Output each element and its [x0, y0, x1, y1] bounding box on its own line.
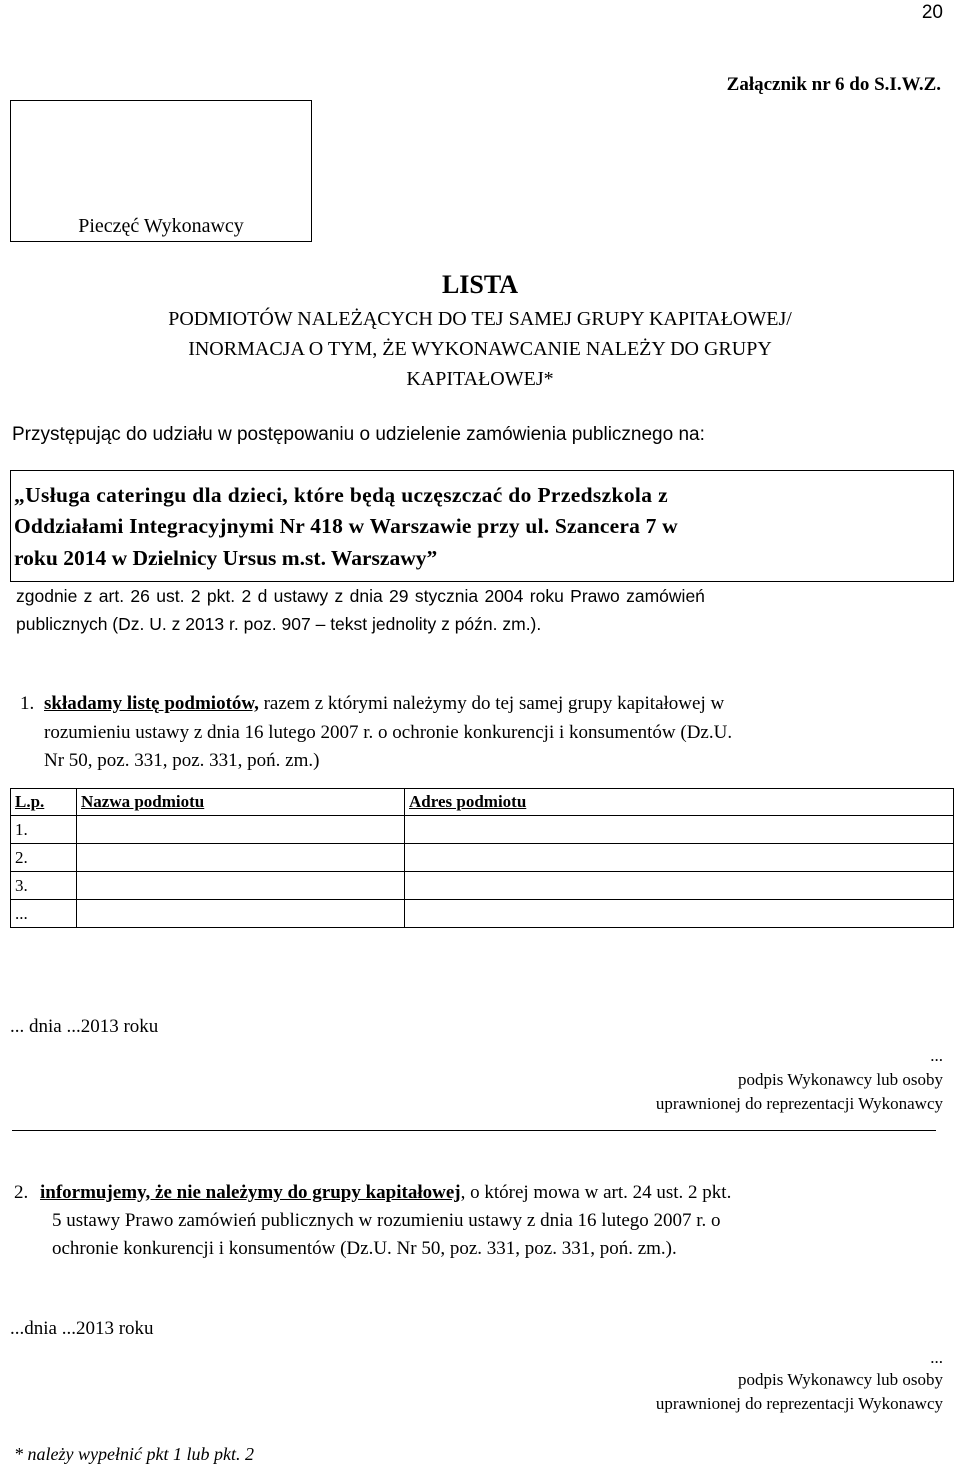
subtitle-line-3: KAPITAŁOWEJ* — [406, 368, 554, 390]
section-divider — [12, 1130, 936, 1131]
row-number: 1. — [11, 816, 77, 844]
intro-text: Przystępując do udziału w postępowaniu o udzielenie zamówienia publicznego na: — [12, 424, 705, 445]
annex-label: Załącznik nr 6 do S.I.W.Z. — [726, 74, 941, 95]
section-1-line-1-rest: razem z którymi należymy do tej samej grupy kapitałowej w — [258, 693, 725, 714]
section-2-line-2: 5 ustawy Prawo zamówień publicznych w rozumieniu ustawy z dnia 16 lutego 2007 r. o — [52, 1210, 721, 1231]
document-title: LISTA — [441, 270, 519, 299]
signature-dots-1: ... — [930, 1046, 943, 1065]
service-line-2: Oddziałami Integracyjnymi Nr 418 w Warszawie przy ul. Szancera 7 w — [14, 514, 678, 538]
header-lp: L.p. — [11, 789, 77, 816]
subtitle-line-1: PODMIOTÓW NALEŻĄCYCH DO TEJ SAMEJ GRUPY KAPITAŁOWEJ/ — [168, 308, 792, 330]
service-line-3: roku 2014 w Dzielnicy Ursus m.st. Warszawy” — [14, 546, 438, 570]
table-row — [11, 844, 954, 872]
subtitle-line-2: INORMACJA O TYM, ŻE WYKONAWCANIE NALEŻY DO GRUPY — [188, 338, 772, 360]
law-line-1: zgodnie z art. 26 ust. 2 pkt. 2 d ustawy z dnia 29 stycznia 2004 roku Prawo zamówień — [16, 586, 705, 606]
section-2-line-1-rest: , o której mowa w art. 24 ust. 2 pkt. — [460, 1182, 732, 1203]
entity-address-cell[interactable] — [405, 816, 954, 844]
section-1-line-1 — [44, 693, 948, 715]
date-line-2: ...dnia ...2013 roku — [10, 1318, 154, 1339]
entity-name-cell[interactable] — [77, 872, 405, 900]
header-address: Adres podmiotu — [405, 789, 954, 816]
signature-label-2b: uprawnionej do reprezentacji Wykonawcy — [655, 1394, 943, 1413]
footnote: * należy wypełnić pkt 1 lub pkt. 2 — [14, 1444, 254, 1464]
row-number: 3. — [11, 872, 77, 900]
contractor-stamp-box — [10, 100, 312, 242]
page-number: 20 — [921, 2, 943, 23]
signature-label-2a: podpis Wykonawcy lub osoby — [737, 1370, 943, 1389]
section-2-line-1 — [40, 1182, 731, 1204]
section-1-number: 1. — [20, 693, 35, 714]
section-2-line-3: ochronie konkurencji i konsumentów (Dz.U. Nr 50, poz. 331, poz. 331, poń. zm.). — [52, 1238, 677, 1259]
entities-table — [10, 788, 954, 928]
section-1-line-3: Nr 50, poz. 331, poz. 331, poń. zm.) — [44, 750, 320, 771]
table-row — [11, 900, 954, 928]
row-number: ... — [11, 900, 77, 928]
entity-name-cell[interactable] — [77, 900, 405, 928]
signature-label-1b: uprawnionej do reprezentacji Wykonawcy — [655, 1094, 943, 1113]
entity-address-cell[interactable] — [405, 844, 954, 872]
header-name: Nazwa podmiotu — [77, 789, 405, 816]
section-1-line-2: rozumieniu ustawy z dnia 16 lutego 2007 r. o ochronie konkurencji i konsumentów (Dz.U. — [44, 722, 733, 743]
service-line-1: „Usługa cateringu dla dzieci, które będą uczęszczać do Przedszkola z — [14, 483, 668, 507]
stamp-label: Pieczęć Wykonawcy — [78, 215, 244, 237]
row-number: 2. — [11, 844, 77, 872]
table-header-row — [11, 789, 954, 816]
law-line-2: publicznych (Dz. U. z 2013 r. poz. 907 – tekst jednolity z późn. zm.). — [16, 614, 542, 634]
section-1-emphasis: składamy listę podmiotów, — [44, 693, 259, 714]
signature-dots-2: ... — [930, 1348, 943, 1367]
table-row — [11, 816, 954, 844]
table-row — [11, 872, 954, 900]
entity-address-cell[interactable] — [405, 900, 954, 928]
signature-label-1a: podpis Wykonawcy lub osoby — [737, 1070, 943, 1089]
entity-address-cell[interactable] — [405, 872, 954, 900]
section-2-emphasis: informujemy, że nie należymy do grupy kapitałowej — [40, 1182, 461, 1203]
entity-name-cell[interactable] — [77, 844, 405, 872]
date-line-1: ... dnia ...2013 roku — [10, 1016, 159, 1037]
entity-name-cell[interactable] — [77, 816, 405, 844]
section-2-number: 2. — [14, 1182, 29, 1203]
